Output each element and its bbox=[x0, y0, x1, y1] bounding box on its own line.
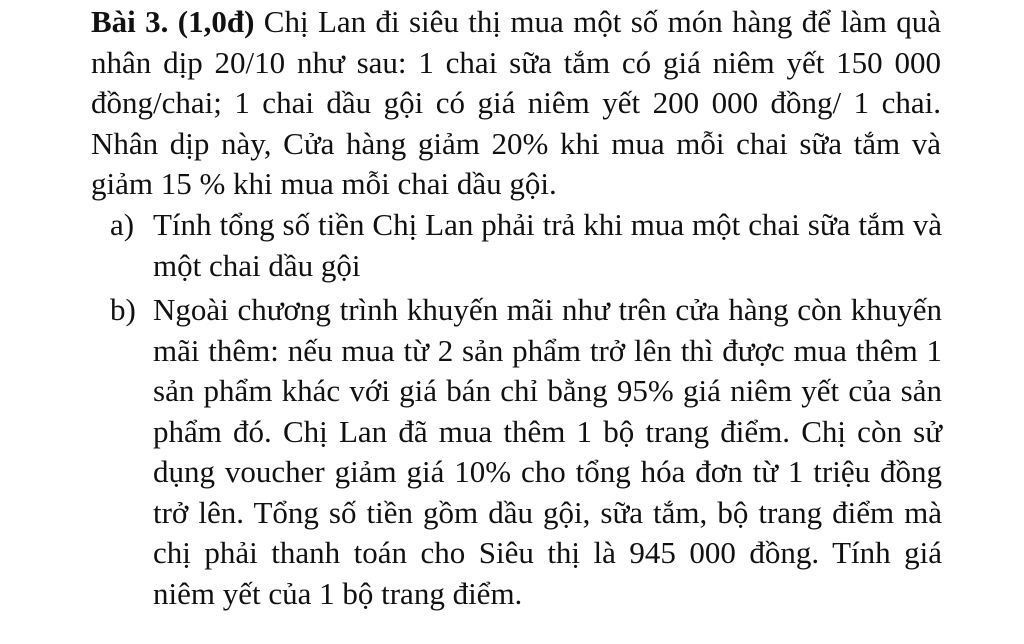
part-a-text: Tính tổng số tiền Chị Lan phải trả khi mua một chai sữa tắm và một chai dầu gội bbox=[153, 207, 942, 283]
question-part-a bbox=[110, 205, 942, 286]
part-b-marker: b) bbox=[110, 292, 136, 327]
part-a-marker: a) bbox=[110, 207, 135, 242]
problem-statement bbox=[91, 2, 941, 205]
problem-intro-paragraph bbox=[91, 2, 941, 205]
part-b-text: Ngoài chương trình khuyến mãi như trên cửa hàng còn khuyến mãi thêm: nếu mua từ 2 sản phẩm trở lên thì được mua thêm 1 sản phẩm khác với giá bán chỉ bằng 95% giá niêm yết của sản phẩm đó. Chị Lan đã mua thêm 1 bộ trang điểm. Chị còn sử dụng voucher giảm giá 10% cho tổng hóa đơn từ 1 triệu đồng trở lên. Tổng số tiền gồm dầu gội, sữa tắm, bộ trang điểm mà chị phải thanh toán cho Siêu thị là 945 000 đồng. Tính giá niêm yết của 1 bộ trang điểm. bbox=[153, 292, 942, 611]
problem-title: Bài 3. (1,0đ) bbox=[91, 4, 255, 39]
question-part-b bbox=[110, 290, 942, 614]
problem-intro-text: Chị Lan đi siêu thị mua một số món hàng để làm quà nhân dịp 20/10 như sau: 1 chai sữa tắm có giá niêm yết 150 000 đồng/chai; 1 chai dầu gội có giá niêm yết 200 000 đồng/ 1 chai. Nhân dịp này, Cửa hàng giảm 20% khi mua mỗi chai sữa tắm và giảm 15 % khi mua mỗi chai dầu gội. bbox=[91, 4, 942, 201]
